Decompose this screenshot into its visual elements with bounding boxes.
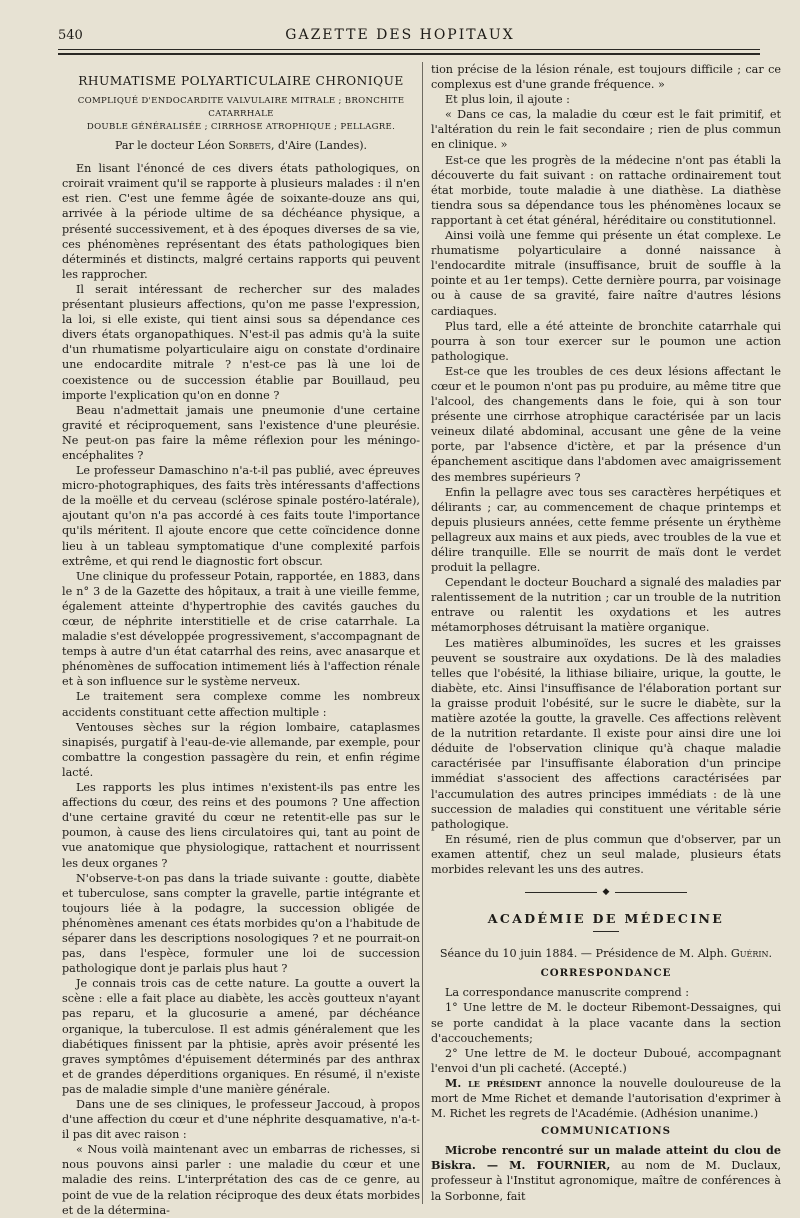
communication-author: — M. FOURNIER, bbox=[475, 1158, 611, 1173]
communications-heading: COMMUNICATIONS bbox=[541, 1125, 671, 1138]
seance-post: . bbox=[768, 947, 773, 961]
paragraph: Beau n'admettait jamais une pneumonie d'une certaine gravité et réciproquement, sans l'existence d'une pleurésie. Ne peut-on pas faire la même réflexion pour les méningo-encéphalites ? bbox=[62, 403, 420, 462]
article-subtitle-line2: DOUBLE GÉNÉRALISÉE ; CIRRHOSE ATROPHIQUE ; PELLAGRE. bbox=[86, 122, 396, 133]
paragraph: Je connais trois cas de cette nature. La goutte a ouvert la scène : elle a fait place au diabète, les accès goutteux n'ayant pas reparu, et la glucosurie a amené, par déchéance organique, la tuberculose. Il est admis généralement que les diabétiques finissent par la phtisie, après avoir présenté les graves symptômes d'épuisement déterminés par des anthrax et de grandes déperditions organiques. En résumé, il n'existe pas de maladie simple d'une manière générale. bbox=[62, 977, 420, 1096]
seance-president: Guérin bbox=[730, 947, 769, 961]
article-subtitle-line1: COMPLIQUÉ D'ENDOCARDITE VALVULAIRE MITRALE ; BRONCHITE CATARRHALE bbox=[77, 96, 405, 120]
article-byline bbox=[62, 138, 420, 153]
paragraph: Et plus loin, il ajoute : bbox=[445, 93, 570, 107]
paragraph: Le traitement sera complexe comme les nombreux accidents constituant cette affection multiple : bbox=[62, 690, 420, 719]
paragraph: En résumé, rien de plus commun que d'observer, par un examen attentif, chez un seul malade, plusieurs états morbides relevant les uns des autres. bbox=[431, 832, 781, 876]
seance-pre: Séance du 10 juin 1884. — Présidence de M. Alph. bbox=[439, 947, 731, 961]
paragraph: Ainsi voilà une femme qui présente un état complexe. Le rhumatisme polyarticulaire a donné naissance à l'endocardite mitrale (insuffisance, bruit de souffle à la pointe et au 1er temps). Cette dernière pourra, par voisinage ou à cause de sa gravité, faire naître d'autres lésions cardiaques. bbox=[431, 229, 781, 318]
paragraph: Est-ce que les progrès de la médecine n'ont pas établi la découverte du fait suivant : on rattache ordinairement tout état morbide, toute maladie à une diathèse. La diathèse tiendra sous sa dépendance tous les phénomènes locaux se rapportant à cet état général, héréditaire ou constitutionnel. bbox=[431, 153, 781, 227]
communication-title: Microbe rencontré sur un malade atteint du clou de Biskra. bbox=[431, 1143, 781, 1173]
header-rule-thick bbox=[58, 53, 760, 55]
paragraph: tion précise de la lésion rénale, est toujours difficile ; car ce complexus est d'une grande fréquence. » bbox=[431, 63, 781, 92]
president-announcement bbox=[431, 1076, 781, 1121]
journal-title: GAZETTE DES HOPITAUX bbox=[285, 27, 515, 43]
president-lead: M. le président bbox=[445, 1075, 542, 1090]
academie-heading: ACADÉMIE DE MÉDECINE bbox=[487, 911, 725, 927]
paragraph: Plus tard, elle a été atteinte de bronchite catarrhale qui pourra à son tour exercer sur le poumon une action pathologique. bbox=[431, 319, 781, 363]
paragraph: Enfin la pellagre avec tous ses caractères herpétiques et délirants ; car, au commencement de chaque printemps et depuis plusieurs années, cette femme présente un érythème pellagreux aux mains et aux pieds, avec troubles de la vue et délire tranquille. Elle se nourrit de maïs dont le verdet produit la pellagre. bbox=[431, 485, 781, 575]
paragraph: Dans une de ses cliniques, le professeur Jaccoud, à propos d'une affection du cœur et d'une néphrite desquamative, n'a-t-il pas dit avec raison : bbox=[62, 1098, 420, 1142]
header-rule-thin bbox=[58, 49, 760, 50]
paragraph: En lisant l'énoncé de ces divers états pathologiques, on croirait vraiment qu'il se rapporte à plusieurs malades : il n'en est rien. C'est une femme âgée de soixante-douze ans qui, arrivée à la période ultime de sa déchéance physique, a présenté successivement, et à des époques diverses de sa vie, ces phénomènes représentant des états pathologiques bien déterminés et distincts, malgré certains rapports qui peuvent les rapprocher. bbox=[62, 162, 420, 281]
communication-text: au nom de M. Duclaux, professeur à l'Institut agronomique, maître de conférences à la Sorbonne, fait bbox=[431, 1159, 781, 1203]
communication-entry bbox=[431, 1143, 781, 1203]
page-number: 540 bbox=[58, 28, 83, 43]
seance-line bbox=[431, 946, 781, 961]
paragraph: « Dans ce cas, la maladie du cœur est le fait primitif, et l'altération du rein le fait secondaire ; rien de plus commun en clinique. » bbox=[431, 108, 781, 152]
paragraph: N'observe-t-on pas dans la triade suivante : goutte, diabète et tuberculose, sans compter la gravelle, partie intégrante et toujours liée à la podagre, la succession obligée de phénomènes amenant ces états morbides qu'on a l'habitude de séparer dans les descriptions nosologiques ? et ne pourrait-on pas, dans l'espèce, formuler une loi de succession pathologique dont je parlais plus haut ? bbox=[62, 871, 420, 976]
byline-author: Sorbets bbox=[228, 139, 271, 153]
byline-post: , d'Aire (Landes). bbox=[271, 139, 368, 153]
paragraph: Le professeur Damaschino n'a-t-il pas publié, avec épreuves micro-photographiques, des faits très intéressants d'affections de la moëlle et du cerveau (sclérose spinale postéro-latérale), ajoutant qu'on n'a pas accordé à ces faits toute l'importance qu'ils méritent. Il ajoute encore que cette coïncidence donne lieu à un tableau symptomatique d'une complexité parfois extrême, et qui rend le diagnostic fort obscur. bbox=[62, 464, 420, 568]
paragraph: Les rapports les plus intimes n'existent-ils pas entre les affections du cœur, des reins et des poumons ? Une affection d'une certaine gravité du cœur ne retentit-elle pas sur le poumon, à cause des liens circulatoires qui, tant au point de vue anatomique que physiologique, rattachent et nourrissent les deux organes ? bbox=[62, 781, 420, 870]
byline-pre: Par le docteur Léon bbox=[114, 139, 229, 153]
paragraph: Les matières albuminoïdes, les sucres et les graisses peuvent se soustraire aux oxydations. De là des maladies telles que l'obésité, la lithiase biliaire, urique, la goutte, le diabète, etc. Ainsi l'insuffisance de l'élaboration portant sur la graisse produit l'obésité, sur le sucre le diabète, sur la matière azotée la goutte, la gravelle. Ces affections relèvent de la nutrition retardante. Il existe pour ainsi dire une loi déduite de l'observation clinique qu'à chaque maladie caractérisée par l'insuffisante élaboration d'un principe immédiat s'associent des affections caractérisées par l'accumulation des autres principes immédiats : de là une succession de maladies qui constituent une véritable série pathologique. bbox=[431, 636, 781, 831]
left-column bbox=[62, 62, 420, 1218]
diamond-icon: ◆ bbox=[602, 887, 610, 898]
paragraph: Est-ce que les troubles de ces deux lésions affectant le cœur et le poumon n'ont pas pu produire, au même titre que l'alcool, des changements dans le foie, qui à son tour présente une cirrhose atrophique caractérisée par un lacis veineux dilaté abdominal, accusant une gêne de la veine porte, par l'absence d'ictère, et par la présence d'un épanchement ascitique dans l'abdomen avec amaigrissement des membres supérieurs ? bbox=[431, 364, 781, 484]
right-column bbox=[422, 62, 781, 1204]
academie-rule bbox=[593, 931, 619, 932]
ornament-line-right bbox=[615, 892, 687, 893]
article-subtitle bbox=[62, 95, 420, 134]
article-title: RHUMATISME POLYARTICULAIRE CHRONIQUE bbox=[78, 74, 404, 88]
section-ornament bbox=[431, 887, 781, 897]
president-text: annonce la nouvelle douloureuse de la mort de Mme Richet et demande l'autorisation d'exprimer à M. Richet les regrets de l'Académie. (Adhésion unanime.) bbox=[431, 1076, 782, 1121]
paragraph: Cependant le docteur Bouchard a signalé des maladies par ralentissement de la nutrition ; car un trouble de la nutrition entrave ou ralentit les oxydations et les autres métamorphoses détruisant la matière organique. bbox=[431, 576, 781, 635]
correspondance-heading: CORRESPONDANCE bbox=[540, 967, 672, 980]
correspondance-item: La correspondance manuscrite comprend : bbox=[445, 986, 690, 1000]
correspondance-item: 1° Une lettre de M. le docteur Ribemont-Dessaignes, qui se porte candidat à la place vacante dans la section d'accouchements; bbox=[431, 1001, 781, 1045]
paragraph: Ventouses sèches sur la région lombaire, cataplasmes sinapisés, purgatif à l'eau-de-vie allemande, par exemple, pour combattre la congestion passagère du rein, et enfin régime lacté. bbox=[62, 720, 420, 779]
correspondance-item: 2° Une lettre de M. le docteur Duboué, accompagnant l'envoi d'un pli cacheté. (Accepté.) bbox=[431, 1046, 781, 1075]
paragraph: Une clinique du professeur Potain, rapportée, en 1883, dans le n° 3 de la Gazette des hôpitaux, a trait à une vieille femme, également atteinte d'hypertrophie des cavités gauches du cœur, de néphrite interstitielle et de crise catarrhale. La maladie s'est développée progressivement, s'accompagnant de temps à autre d'un état catarrhal des reins, avec anasarque et phénomènes de suffocation intimement liés à l'affection rénale et à son influence sur le système nerveux. bbox=[62, 569, 420, 689]
paragraph: « Nous voilà maintenant avec un embarras de richesses, si nous pouvons ainsi parler : une maladie du cœur et une maladie des reins. L'interprétation des cas de ce genre, au point de vue de la relation réciproque des deux états morbides et de la détermina- bbox=[62, 1143, 420, 1217]
ornament-line-left bbox=[525, 892, 597, 893]
paragraph: Il serait intéressant de rechercher sur des malades présentant plusieurs affections, qu'on me passe l'expression, la loi, si elle existe, qui tient ainsi sous sa dépendance ces divers états organopathiques. N'est-il pas admis qu'à la suite d'un rhumatisme polyarticulaire aigu on constate d'ordinaire une endocardite mitrale ? n'est-ce pas là une loi de coexistence ou de succession établie par Bouillaud, peu importe l'explication qu'on en donne ? bbox=[62, 282, 420, 402]
